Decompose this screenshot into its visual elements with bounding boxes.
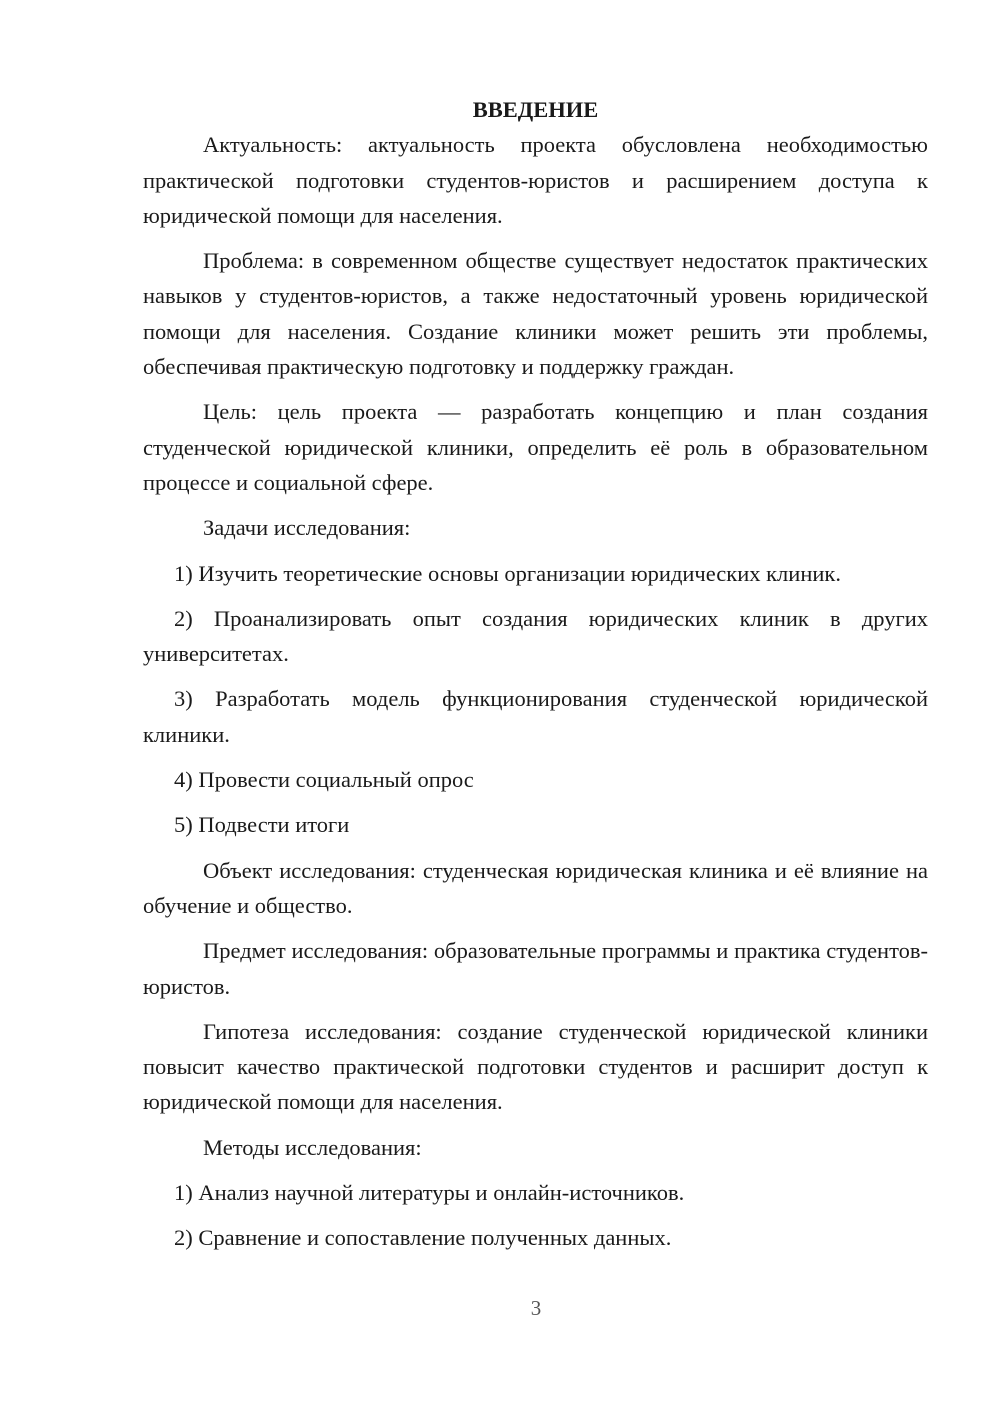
task-item-1: 1) Изучить теоретические основы организации юридических клиник. [174, 560, 841, 586]
paragraph-subject: Предмет исследования: образовательные программы и практика студентов-юристов. [143, 938, 928, 999]
paragraph-relevance: Актуальность: актуальность проекта обусловлена необходимостью практической подготовки студентов-юристов и расширением доступа к юридической помощи для населения. [143, 132, 928, 228]
page-number: 3 [530, 1296, 542, 1320]
paragraph-problem: Проблема: в современном обществе существует недостаток практических навыков у студентов-юристов, а также недостаточный уровень юридической помощи для населения. Создание клиники может решить эти проблемы, обеспечивая практическую подготовку и поддержку граждан. [143, 248, 928, 380]
paragraph-methods-heading: Методы исследования: [203, 1134, 422, 1160]
paragraph-goal: Цель: цель проекта — разработать концепцию и план создания студенческой юридической клиники, определить её роль в образовательном процессе и социальной сфере. [143, 399, 928, 495]
document-page [143, 92, 928, 1266]
method-item-2: 2) Сравнение и сопоставление полученных данных. [174, 1225, 672, 1251]
task-item-3: 3) Разработать модель функционирования студенческой юридической клиники. [143, 686, 928, 747]
section-title: ВВЕДЕНИЕ [472, 97, 599, 122]
task-item-4: 4) Провести социальный опрос [174, 767, 474, 793]
method-item-1: 1) Анализ научной литературы и онлайн-источников. [174, 1180, 685, 1206]
task-item-2: 2) Проанализировать опыт создания юридических клиник в других университетах. [143, 605, 928, 667]
paragraph-tasks-heading: Задачи исследования: [203, 515, 411, 541]
paragraph-hypothesis: Гипотеза исследования: создание студенческой юридической клиники повысит качество практической подготовки студентов и расширит доступ к юридической помощи для населения. [143, 1018, 928, 1115]
task-item-5: 5) Подвести итоги [174, 812, 350, 838]
paragraph-object: Объект исследования: студенческая юридическая клиника и её влияние на обучение и общество. [143, 857, 928, 918]
